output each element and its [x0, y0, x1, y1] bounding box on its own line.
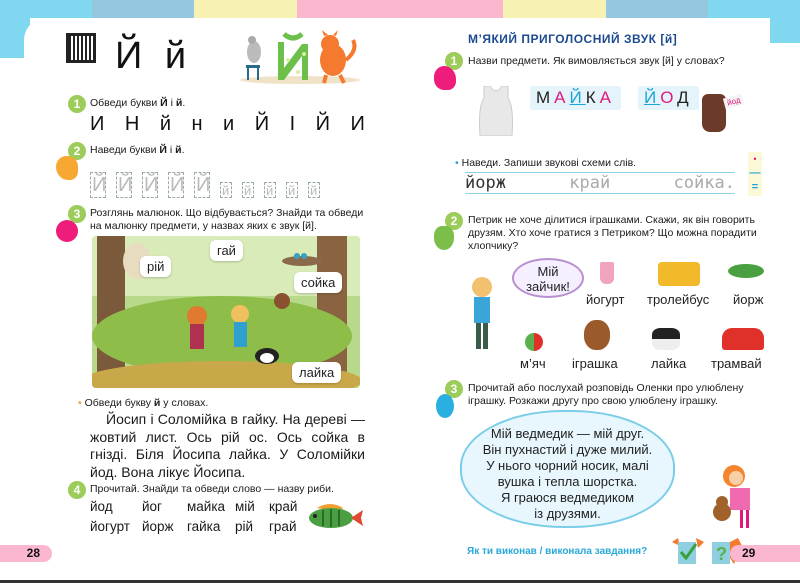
word-scheme-maika	[530, 86, 621, 110]
letter: О	[660, 88, 678, 107]
reading-paragraph: Йосип і Соломійка в гайку. На дереві — жовтий лист. Ось рій ос. Ось сойка в гнізді. Біля Йосипа лайка. У Соломійки йод. Вона лікує Йосипа.	[90, 411, 365, 480]
tram-icon	[722, 328, 764, 350]
task1-instruction	[90, 97, 185, 109]
sound-scheme-tracing[interactable]	[465, 172, 735, 194]
trace-letter-cell[interactable]	[168, 172, 184, 198]
trace-letter: й	[244, 183, 252, 198]
mouse-cat-letter-illustration	[238, 30, 363, 85]
listen-ear-icon	[434, 66, 456, 90]
trace-letter: Й	[92, 174, 107, 196]
word[interactable]: край	[269, 499, 298, 514]
item-label: трамвай	[711, 356, 762, 371]
task3-instruction: Розглянь малюнок. Що відбувається? Знайди та обведи на малюнку предмети, у назвах яких є звук [й].	[90, 207, 364, 232]
item-label: м’яч	[520, 356, 546, 371]
teddy-bear-icon	[584, 320, 610, 350]
word[interactable]: рій	[235, 519, 254, 534]
word[interactable]: йог	[142, 499, 162, 514]
word[interactable]: йод	[90, 499, 113, 514]
speaking-character-icon	[434, 226, 454, 250]
corner-decoration-right	[770, 18, 800, 43]
vowel-dot-icon: •	[753, 154, 757, 164]
item-label: іграшка	[572, 356, 618, 371]
story-line: Він пухнастий і дуже милий.	[482, 442, 653, 457]
header-strip-yellow	[194, 0, 297, 18]
trace-letter: Й	[196, 174, 211, 196]
letter-tracing-row	[90, 170, 365, 198]
instruction-text: Обведи букву	[84, 397, 154, 409]
header-strip-yellow	[503, 0, 606, 18]
story-line: Мій ведмедик — мій друг.	[490, 426, 645, 441]
story-line: із друзями.	[534, 506, 601, 521]
ball-icon	[525, 333, 543, 351]
husky-dog-icon	[652, 328, 680, 350]
item-label: тролейбус	[647, 292, 710, 307]
perch-fish-icon	[728, 264, 764, 278]
instruction-text: у словах.	[160, 397, 209, 409]
listen-ear-icon	[56, 220, 78, 242]
instruction-text: Обведи букви	[90, 97, 161, 109]
task4-instruction: Прочитай. Знайди та обведи слово — назву риби.	[90, 483, 334, 495]
task1-sub-instruction	[455, 157, 636, 169]
story-line: У нього чорний носик, малі	[486, 458, 649, 473]
task-number-badge: 2	[445, 212, 463, 230]
item-label: йорж	[733, 292, 764, 307]
listen-ear-icon	[436, 394, 454, 418]
header-strip-pink	[297, 0, 503, 18]
tank-top-image	[478, 86, 514, 141]
letter[interactable]: И	[90, 113, 105, 135]
task-number-badge: 1	[445, 52, 463, 70]
instruction-text: Наведи. Запиши звукові схеми слів.	[461, 157, 637, 169]
instruction-letter: Й	[159, 144, 167, 156]
word[interactable]: гайка	[187, 519, 221, 534]
word-scheme-yod	[638, 86, 699, 110]
instruction-text: .	[181, 144, 185, 156]
item-label: йогурт	[586, 292, 625, 307]
word[interactable]: майка	[187, 499, 226, 514]
task-number-badge: 2	[68, 142, 86, 160]
pencil-hand-icon	[56, 156, 78, 180]
instruction-text: і	[166, 144, 176, 156]
picture-label[interactable]: гай	[210, 240, 243, 261]
trace-letter: й	[310, 183, 318, 198]
trace-word[interactable]: йорж	[465, 173, 506, 193]
header-strip-cyan	[708, 0, 800, 18]
letter[interactable]: и	[223, 113, 235, 135]
qr-code-icon[interactable]	[66, 33, 96, 63]
picture-label[interactable]: рій	[140, 256, 171, 277]
bullet-icon: •	[455, 157, 459, 169]
trace-word[interactable]: край	[569, 173, 611, 193]
instruction-letter: й	[175, 97, 183, 109]
task2-instruction	[90, 144, 185, 156]
trace-letter: Й	[144, 174, 159, 196]
perch-fish-icon	[305, 500, 365, 539]
letter: А	[554, 88, 570, 107]
task-number-badge: 3	[445, 380, 463, 398]
page-number-left: 28	[0, 545, 52, 562]
boy-petryk-illustration	[468, 275, 496, 360]
checkmark-icon[interactable]	[670, 536, 706, 566]
trace-letter: й	[266, 183, 274, 198]
item-label: лайка	[651, 356, 687, 371]
picture-label[interactable]: сойка	[294, 272, 342, 293]
header-strip-blue	[92, 0, 194, 18]
letter[interactable]: И	[350, 113, 365, 135]
trace-letter: Й	[170, 174, 185, 196]
task2-instruction: Петрик не хоче ділитися іграшками. Скажи, як він говорить друзям. Хто хоче гратися з Петриком? Що можна порадити хлопчику?	[468, 214, 757, 252]
trolleybus-icon	[658, 262, 700, 286]
letter[interactable]: І	[289, 113, 296, 135]
self-evaluation-question: Як ти виконав / виконала завдання?	[467, 546, 648, 557]
word[interactable]: грай	[269, 519, 297, 534]
instruction-letter: Й	[160, 97, 168, 109]
instruction-letter: й	[175, 144, 182, 156]
svg-text:?: ?	[716, 544, 727, 564]
task3-sub-instruction	[78, 397, 208, 409]
yogurt-icon	[600, 262, 614, 284]
trace-letter-cell[interactable]	[194, 172, 210, 198]
instruction-text: .	[182, 97, 186, 109]
task-number-badge: 1	[68, 95, 86, 113]
letter: Й	[644, 88, 661, 107]
instruction-letter: й	[153, 397, 161, 409]
trace-letter-cell[interactable]	[116, 172, 132, 198]
instruction-text: і	[167, 97, 176, 109]
letter[interactable]: н	[191, 113, 203, 135]
page-title: М’ЯКИЙ ПРИГОЛОСНИЙ ЗВУК [й]	[468, 32, 678, 46]
trace-letter-cell[interactable]	[242, 182, 254, 198]
letter: Д	[677, 88, 693, 107]
letter[interactable]: Н	[124, 113, 140, 135]
trace-letter-cell[interactable]	[90, 172, 106, 198]
story-line: вушка і тепла шорстка.	[497, 474, 638, 489]
story-line: Я граюся ведмедиком	[500, 490, 635, 505]
story-speech-bubble	[460, 410, 675, 528]
bottle-label: йод	[723, 94, 745, 110]
trace-letter-cell[interactable]	[220, 182, 232, 198]
task-number-badge: 3	[68, 205, 86, 223]
girl-olenka-with-bear-illustration	[712, 462, 762, 535]
hard-consonant-dash-icon: —	[749, 167, 761, 179]
lesson-letters: Й й	[115, 35, 193, 77]
trace-letter: й	[222, 183, 230, 198]
forest-scene-illustration	[92, 236, 360, 388]
header-strip-blue	[606, 0, 708, 18]
trace-letter-cell[interactable]	[142, 172, 158, 198]
instruction-text: Наведи букви	[90, 144, 160, 156]
trace-letter: й	[288, 183, 296, 198]
speech-bubble: Мій зайчик!	[512, 258, 584, 298]
letter[interactable]: Й	[315, 113, 331, 135]
soft-consonant-double-dash-icon: =	[751, 181, 759, 193]
letter: М	[536, 88, 555, 107]
trace-letter: Й	[118, 174, 133, 196]
trace-letter-cell[interactable]	[308, 182, 320, 198]
task1-instruction: Назви предмети. Як вимовляється звук [й] у словах?	[468, 55, 725, 67]
letter: Й	[569, 88, 586, 107]
letter: А	[599, 88, 615, 107]
letter[interactable]: Й	[254, 113, 270, 135]
word[interactable]: йорж	[142, 519, 174, 534]
picture-label[interactable]: лайка	[292, 362, 341, 383]
word[interactable]: йогурт	[90, 519, 130, 534]
letter: К	[585, 88, 600, 107]
trace-word[interactable]: сойка.	[673, 173, 735, 193]
word[interactable]: мій	[235, 499, 255, 514]
bullet-icon: •	[78, 397, 82, 409]
trace-letter-cell[interactable]	[286, 182, 298, 198]
letter[interactable]: й	[159, 113, 171, 135]
header-strip-cyan	[0, 0, 92, 18]
page-number-right: 29	[730, 545, 800, 562]
sound-legend	[748, 152, 762, 196]
letters-row	[90, 113, 365, 136]
word-grid	[90, 497, 297, 537]
task-number-badge: 4	[68, 481, 86, 499]
trace-letter-cell[interactable]	[264, 182, 276, 198]
task3-instruction: Прочитай або послухай розповідь Оленки про улюблену іграшку. Розкажи другу про свою улюблену іграшку.	[468, 382, 744, 407]
